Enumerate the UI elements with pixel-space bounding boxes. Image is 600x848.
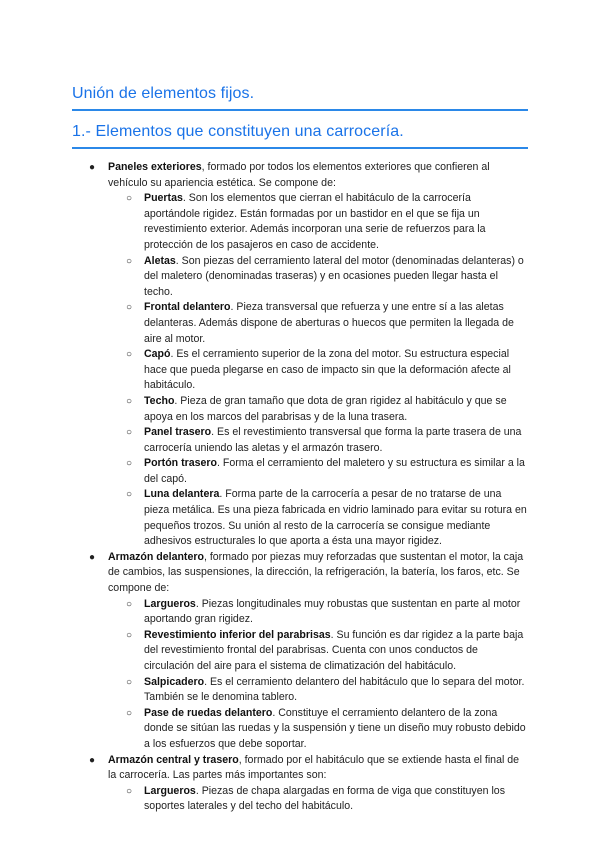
document-title: Unión de elementos fijos.	[72, 85, 255, 102]
sublist-item	[126, 347, 528, 394]
term-label: Largueros	[144, 597, 196, 610]
bullet-circle-icon: ○	[126, 676, 133, 688]
bullet-circle-icon: ○	[126, 255, 133, 267]
term-label: Salpicadero	[144, 675, 205, 688]
bullet-circle-icon: ○	[126, 193, 133, 205]
item-description: . Constituye el cerramiento delantero de la zona donde se sitúan las ruedas y la suspensión y tiene un diseño muy robusto debido a los esfuerzos que debe soportar.	[144, 706, 526, 750]
sublist-item	[126, 597, 528, 628]
item-description: . Forma el cerramiento del maletero y su estructura es similar a la del capó.	[144, 457, 525, 485]
sublist-item	[126, 487, 528, 549]
bullet-disc-icon: ●	[89, 162, 96, 173]
term-label: Capó	[144, 348, 171, 361]
sublist-item	[126, 425, 528, 456]
bullet-circle-icon: ○	[126, 349, 133, 361]
bullet-circle-icon: ○	[126, 302, 133, 314]
item-description: , formado por todos los elementos exteriores que confieren al vehículo su apariencia estética. Se compone de:	[108, 161, 490, 189]
sublist	[108, 784, 528, 815]
list-item-paneles-exteriores	[72, 160, 528, 550]
item-description: . Piezas de chapa alargadas en forma de viga que constituyen los soportes laterales y del techo del habitáculo.	[144, 784, 505, 813]
item-description: . Piezas longitudinales muy robustas que sustentan en parte al motor aportando gran rigidez.	[144, 597, 521, 626]
bullet-disc-icon: ●	[89, 551, 96, 563]
term-label: Revestimiento inferior del parabrisas	[144, 628, 331, 641]
bullet-circle-icon: ○	[126, 489, 133, 501]
sublist-item	[126, 784, 528, 815]
sublist-item	[126, 675, 528, 706]
term-label: Frontal delantero	[144, 301, 231, 314]
title-underline	[72, 109, 528, 111]
term-label: Puertas	[144, 192, 183, 205]
sublist-item	[126, 394, 528, 425]
term-label: Aletas	[144, 254, 176, 267]
list-item-armazon-central-trasero	[72, 753, 528, 815]
sublist	[108, 597, 528, 753]
item-description: . Pieza transversal que refuerza y une entre sí a las aletas delanteras. Además dispone de aberturas o huecos que permiten la llegada de aire al motor.	[144, 301, 514, 345]
bullet-circle-icon: ○	[126, 458, 133, 470]
bullet-circle-icon: ○	[126, 707, 133, 719]
heading-2-block	[72, 122, 528, 149]
term-label: Luna delantera	[144, 488, 220, 501]
term-label: Largueros	[144, 784, 196, 797]
item-description: . Forma parte de la carrocería a pesar de no tratarse de una pieza metálica. Es una pieza fabricada en vidrio laminado para evitar su rotura en pequeños trozos. Su unión al resto de la carrocería se consigue mediante adhesivos estructurales lo que aporta a ésta una mayor rigidez.	[144, 488, 527, 548]
sublist-item	[126, 706, 528, 753]
bullet-circle-icon: ○	[126, 395, 133, 407]
sublist	[108, 191, 528, 550]
term-label: Paneles exteriores	[108, 161, 202, 173]
item-description: , formado por el habitáculo que se extiende hasta el final de la carrocería. Las partes más importantes son:	[108, 753, 520, 782]
term-label: Panel trasero	[144, 426, 212, 439]
bullet-circle-icon: ○	[126, 785, 133, 797]
bullet-circle-icon: ○	[126, 629, 133, 641]
sublist-item	[126, 254, 528, 301]
item-description: . Son piezas del cerramiento lateral del motor (denominadas delanteras) o del maletero (denominadas traseras) y en ocasiones pueden llegar hasta el techo.	[144, 254, 524, 298]
term-label: Armazón central y trasero	[108, 753, 239, 766]
item-description: . Su función es dar rigidez a la parte baja del revestimiento frontal del parabrisas. Cuenta con unos conductos de circulación del aire para el sistema de climatización del habitáculo.	[144, 628, 524, 672]
item-description: . Es el revestimiento transversal que forma la parte trasera de una carrocería uniendo las aletas y el armazón trasero.	[144, 426, 522, 454]
section-title: 1.- Elementos que constituyen una carrocería.	[72, 123, 404, 140]
term-label: Portón trasero	[144, 457, 217, 470]
bullet-circle-icon: ○	[126, 598, 133, 610]
list-item-armazon-delantero	[72, 550, 528, 753]
sublist-item	[126, 628, 528, 675]
sublist-item	[126, 300, 528, 347]
term-label: Techo	[144, 394, 175, 407]
main-list	[72, 160, 528, 815]
heading-1-block	[72, 84, 528, 111]
sublist-item	[126, 456, 528, 487]
sublist-item	[126, 191, 528, 253]
item-description: . Son los elementos que cierran el habitáculo de la carrocería aportándole rigidez. Están formadas por un bastidor en el que se fija un revestimiento exterior. Además incorporan una serie de refuerzos para la protección de los pasajeros en caso de accidente.	[144, 192, 486, 251]
bullet-disc-icon: ●	[89, 754, 96, 766]
item-description: , formado por piezas muy reforzadas que sustentan el motor, la caja de cambios, las suspensiones, la dirección, la refrigeración, la batería, los faros, etc. Se compone de:	[108, 550, 524, 595]
section-underline	[72, 147, 528, 149]
bullet-circle-icon: ○	[126, 427, 133, 439]
term-label: Armazón delantero	[108, 550, 204, 563]
term-label: Pase de ruedas delantero	[144, 706, 273, 719]
document-body	[72, 160, 528, 815]
item-description: . Es el cerramiento delantero del habitáculo que lo separa del motor. También se le denomina tablero.	[144, 675, 525, 704]
item-description: . Pieza de gran tamaño que dota de gran rigidez al habitáculo y que se apoya en los marcos del parabrisas y de la luna trasera.	[144, 394, 507, 423]
item-description: . Es el cerramiento superior de la zona del motor. Su estructura especial hace que pueda plegarse en caso de impacto sin que la deformación afecte al habitáculo.	[144, 348, 511, 392]
